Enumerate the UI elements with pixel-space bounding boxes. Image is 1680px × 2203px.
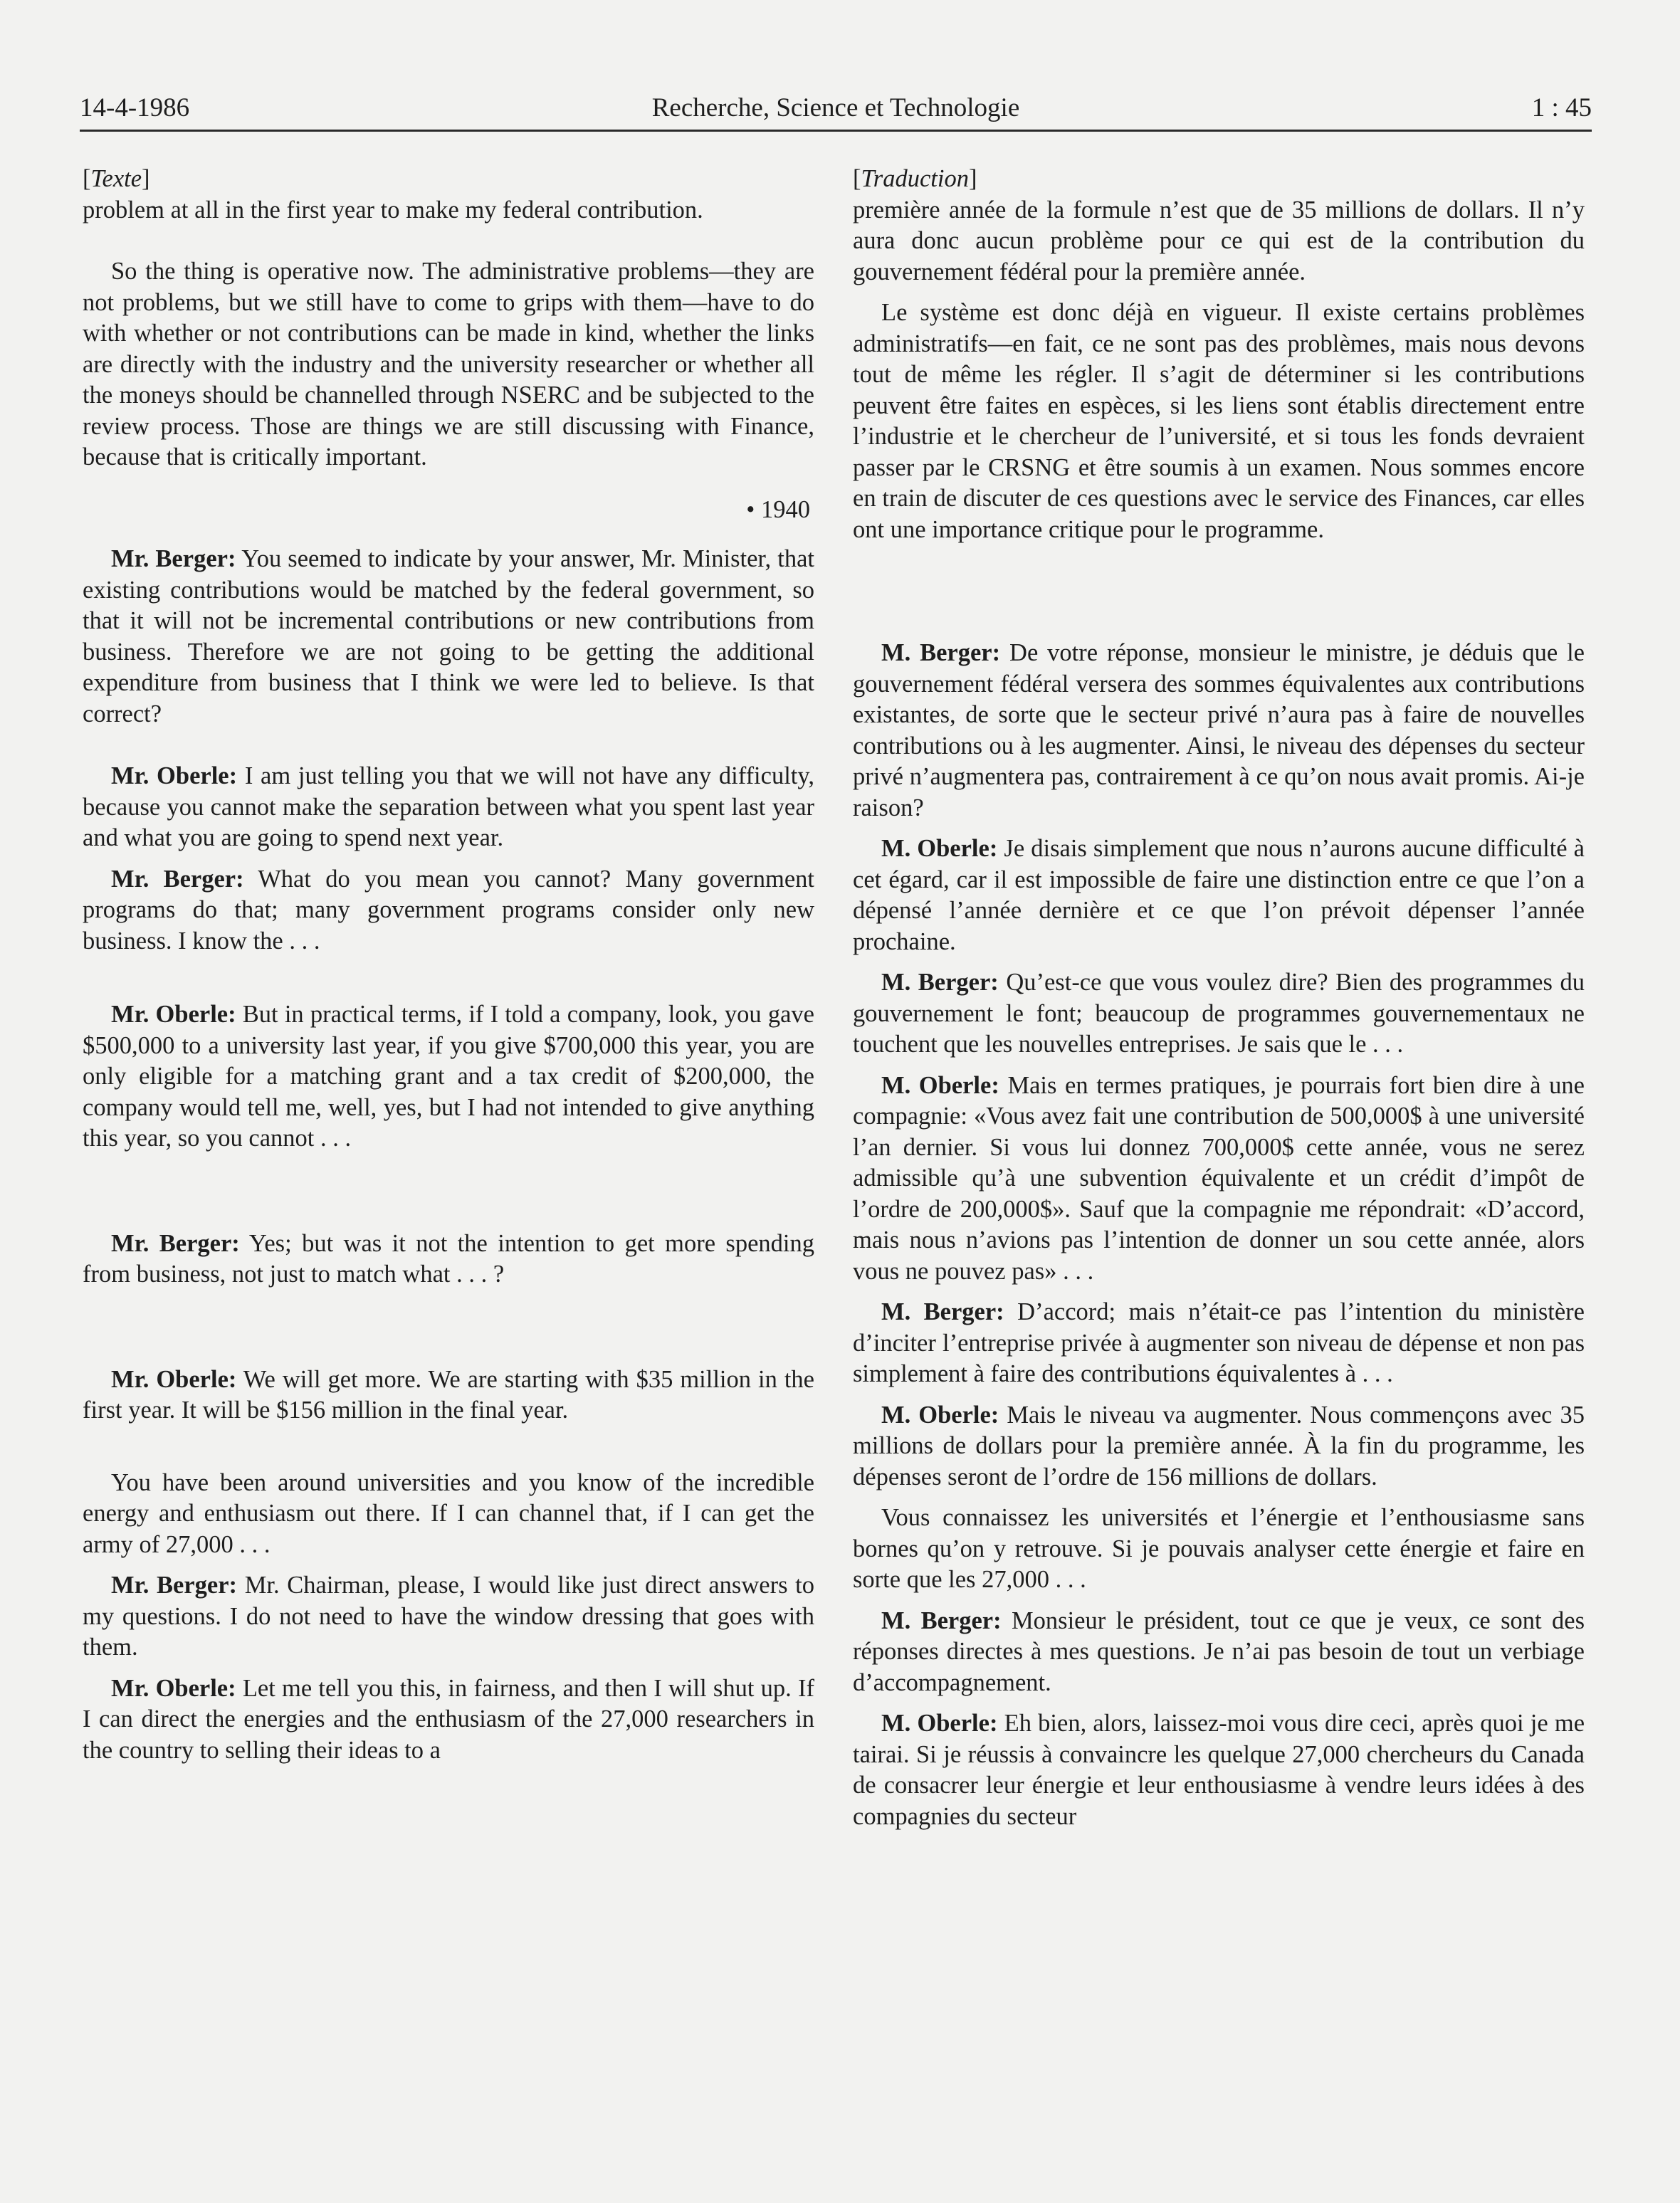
speech-paragraph: Mr. Oberle: But in practical terms, if I told a company, look, you gave $500,000 to a university last year, if you give $700,000 this year, you are only eligible for a matching grant and a tax credit of $200,000, the company would tell me, well, yes, but I had not intended to give anything this year, so you cannot . . . <box>83 1001 814 1152</box>
speech-paragraph: Mr. Berger: What do you mean you cannot? Many government programs do that; many government programs consider only new business. I know the . . . <box>83 865 814 955</box>
speech-paragraph: M. Oberle: Eh bien, alors, laissez-moi vous dire ceci, après quoi je me tairai. Si je réussis à convaincre les quelque 27,000 chercheurs du Canada de consacrer leur énergie et leur enthousiasme à vendre leurs idées à des compagnies du secteur <box>853 1710 1585 1830</box>
section-tag-texte: [Texte] <box>83 165 150 192</box>
running-header <box>80 90 1592 132</box>
speech-paragraph: Mr. Berger: Yes; but was it not the intention to get more spending from business, not just to match what . . . ? <box>83 1229 814 1288</box>
speech-paragraph: Mr. Oberle: We will get more. We are starting with $35 million in the first year. It will be $156 million in the final year. <box>83 1365 814 1424</box>
speaker-label: M. Berger: <box>881 969 999 996</box>
paragraph: Le système est donc déjà en vigueur. Il existe certains problèmes administratifs—en fait, ce ne sont pas des problèmes, mais nous devons tout de même les régler. Il s’agit de déterminer si les contributions peuvent être faites en espèces, si les liens sont établis directement entre l’industrie et le chercheur de l’université, et si tous les fonds devraient passer par le CRSNG et être soumis à un examen. Nous sommes encore en train de discuter de ces questions avec le service des Finances, car elles ont une importance critique pour le programme. <box>853 299 1585 543</box>
speaker-label: Mr. Berger: <box>111 1229 240 1257</box>
speech-paragraph: M. Berger: De votre réponse, monsieur le ministre, je déduis que le gouvernement fédéral versera des sommes équivalentes aux contributions existantes, de sorte que le secteur privé n’aura pas à faire de nouvelles contributions ou à les augmenter. Ainsi, le niveau des dépenses du secteur privé n’augmentera pas, contrairement à ce qu’on nous avait promis. Ai-je raison? <box>853 639 1585 821</box>
speech-paragraph: M. Oberle: Mais le niveau va augmenter. Nous commençons avec 35 millions de dollars pour la première année. À la fin du programme, les dépenses seront de l’ordre de 156 millions de dollars. <box>853 1401 1585 1490</box>
french-column <box>853 164 1585 1832</box>
speaker-label: M. Berger: <box>881 639 1001 666</box>
english-column <box>83 164 814 1766</box>
header-page-number: 1 : 45 <box>1531 93 1592 122</box>
speaker-label: M. Oberle: <box>881 1071 999 1099</box>
header-title: Recherche, Science et Technologie <box>651 93 1020 122</box>
speaker-label: M. Oberle: <box>881 1401 999 1429</box>
speaker-label: M. Oberle: <box>881 835 998 862</box>
speech-paragraph: Mr. Berger: You seemed to indicate by your answer, Mr. Minister, that existing contributions would be matched by the federal government, so that it will not be incremental contributions or new contributions from business. Therefore we are not going to be getting the additional expenditure from business that I think we were led to believe. Is that correct? <box>83 545 814 727</box>
speaker-label: M. Berger: <box>881 1607 1002 1634</box>
paragraph: problem at all in the first year to make my federal contribution. <box>83 196 703 224</box>
speech-paragraph: M. Berger: Monsieur le président, tout ce que je veux, ce sont des réponses directes à mes questions. Je n’ai pas besoin de tout un verbiage d’accompagnement. <box>853 1607 1585 1696</box>
speech-paragraph: M. Oberle: Je disais simplement que nous n’aurons aucune difficulté à cet égard, car il est impossible de faire une distinction entre ce que l’on a dépensé l’année dernière et ce que l’on prévoit dépenser l’année prochaine. <box>853 835 1585 955</box>
speech-paragraph: Mr. Oberle: I am just telling you that we will not have any difficulty, because you cannot make the separation between what you spent last year and what you are going to spend next year. <box>83 762 815 851</box>
time-marker: • 1940 <box>746 495 810 523</box>
speech-paragraph: Mr. Oberle: Let me tell you this, in fairness, and then I will shut up. If I can direct the energies and the enthusiasm of the 27,000 researchers in the country to selling their ideas to a <box>83 1674 814 1764</box>
speech-paragraph: M. Oberle: Mais en termes pratiques, je pourrais fort bien dire à une compagnie: «Vous avez fait une contribution de 500,000$ à une université l’an dernier. Si vous lui donnez 700,000$ cette année, vous ne serez admissible qu’à une subvention équivalente et un crédit d’impôt de l’ordre de 200,000$». Sauf que la compagnie me répondrait: «D’accord, mais nous n’avions pas l’intention de donner un sou cette année, alors vous ne pouvez pas» . . . <box>853 1071 1585 1285</box>
speaker-label: Mr. Oberle: <box>111 1365 237 1393</box>
speaker-label: Mr. Berger: <box>111 545 236 572</box>
speaker-label: Mr. Oberle: <box>111 1001 236 1028</box>
speech-paragraph: M. Berger: D’accord; mais n’était-ce pas l’intention du ministère d’inciter l’entreprise privée à augmenter son niveau de dépense et non pas simplement à faire des contributions équivalentes à . . . <box>853 1298 1585 1387</box>
header-date: 14-4-1986 <box>80 93 190 122</box>
paragraph: Vous connaissez les universités et l’énergie et l’enthousiasme sans bornes qu’on y retrouve. Si je pouvais analyser cette énergie et faire en sorte que les 27,000 . . . <box>853 1504 1585 1593</box>
speaker-label: M. Berger: <box>881 1298 1004 1325</box>
speech-paragraph: Mr. Berger: Mr. Chairman, please, I would like just direct answers to my questions. I do not need to have the window dressing that goes with them. <box>83 1572 815 1661</box>
speaker-label: Mr. Berger: <box>111 865 244 893</box>
speaker-label: Mr. Oberle: <box>111 1674 236 1702</box>
paragraph: You have been around universities and you know of the incredible energy and enthusiasm out there. If I can channel that, if I can get the army of 27,000 . . . <box>83 1468 814 1558</box>
paragraph: So the thing is operative now. The administrative problems—they are not problems, but we still have to come to grips with them—have to do with whether or not contributions can be made in kind, whether the links are directly with the industry and the university researcher or whether all the moneys should be channelled through NSERC and be subjected to the review process. Those are things we are still discussing with Finance, because that is critically important. <box>83 258 814 470</box>
speech-paragraph: M. Berger: Qu’est-ce que vous voulez dire? Bien des programmes du gouvernement le font; beaucoup de programmes gouvernementaux ne touchent que les nouvelles entreprises. Je sais que le . . . <box>853 969 1585 1058</box>
speaker-label: Mr. Oberle: <box>111 762 238 789</box>
speaker-label: M. Oberle: <box>881 1710 998 1737</box>
paragraph: première année de la formule n’est que de 35 millions de dollars. Il n’y aura donc aucun problème pour ce qui est de la contribution du gouvernement fédéral pour la première année. <box>853 196 1585 285</box>
speaker-label: Mr. Berger: <box>111 1572 238 1599</box>
section-tag-traduction: [Traduction] <box>853 165 977 192</box>
